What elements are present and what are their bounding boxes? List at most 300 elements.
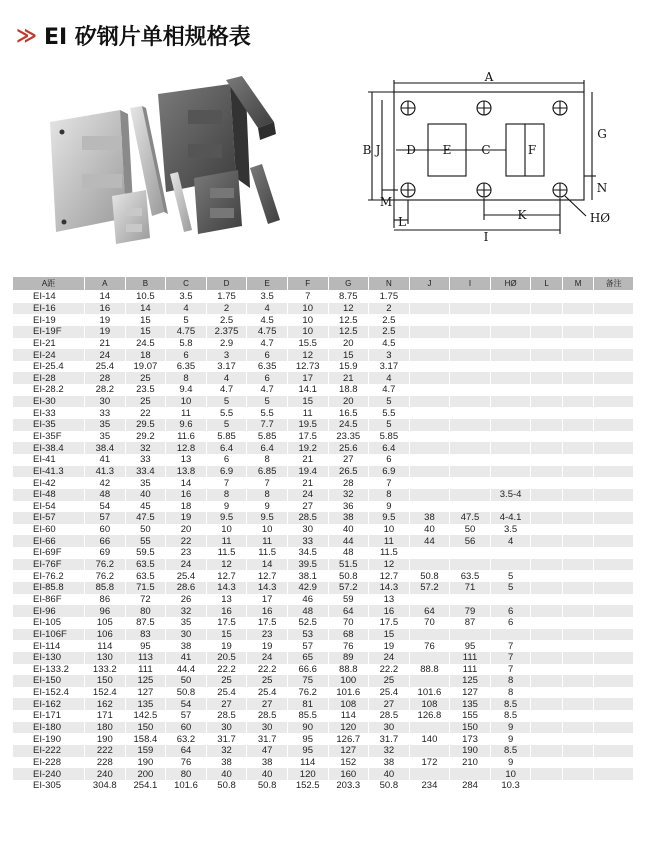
table-cell: 105 <box>85 617 126 629</box>
table-cell: 14 <box>247 559 288 571</box>
table-cell: 69 <box>85 547 126 559</box>
table-cell: 42 <box>85 477 126 489</box>
table-cell <box>594 594 634 606</box>
table-cell <box>562 361 593 373</box>
table-cell <box>562 547 593 559</box>
table-cell <box>562 733 593 745</box>
model-cell: EI-152.4 <box>13 687 85 699</box>
table-cell <box>594 780 634 792</box>
table-cell: 190 <box>85 733 126 745</box>
table-cell: 13.8 <box>166 466 207 478</box>
table-cell: 26 <box>166 594 207 606</box>
table-cell <box>562 291 593 303</box>
table-row <box>13 640 634 652</box>
table-cell: 52.5 <box>287 617 328 629</box>
table-cell: 24 <box>369 652 410 664</box>
table-cell: 59.5 <box>125 547 166 559</box>
table-cell: 5 <box>369 419 410 431</box>
table-cell: 32 <box>206 745 247 757</box>
table-cell: 19.5 <box>287 419 328 431</box>
table-cell: 28.5 <box>247 710 288 722</box>
label-A: A <box>484 70 494 84</box>
table-cell: 8 <box>490 675 531 687</box>
table-cell: 63.5 <box>125 570 166 582</box>
table-row <box>13 687 634 699</box>
table-cell <box>409 652 450 664</box>
table-cell: 50 <box>450 524 491 536</box>
table-cell: 22 <box>166 535 207 547</box>
table-cell: 21 <box>85 338 126 350</box>
table-cell: 150 <box>450 722 491 734</box>
table-cell: 64 <box>166 745 207 757</box>
table-cell <box>409 314 450 326</box>
table-cell: 20 <box>166 524 207 536</box>
table-cell: 95 <box>287 733 328 745</box>
table-row <box>13 291 634 303</box>
table-row <box>13 757 634 769</box>
table-cell: 6 <box>166 349 207 361</box>
table-cell: 12 <box>206 559 247 571</box>
table-cell: 15.9 <box>328 361 369 373</box>
table-cell: 17.5 <box>247 617 288 629</box>
table-cell: 38 <box>328 512 369 524</box>
table-cell: 12.7 <box>206 570 247 582</box>
table-cell: 38 <box>206 757 247 769</box>
table-cell <box>594 745 634 757</box>
model-cell: EI-133.2 <box>13 664 85 676</box>
table-cell <box>490 384 531 396</box>
table-cell: 26.5 <box>328 466 369 478</box>
table-cell: 4-4.1 <box>490 512 531 524</box>
table-cell: 14.1 <box>287 384 328 396</box>
model-cell: EI-28.2 <box>13 384 85 396</box>
spec-table <box>12 276 634 792</box>
label-E: E <box>442 143 452 157</box>
table-cell: 15 <box>125 326 166 338</box>
table-cell <box>490 501 531 513</box>
table-cell <box>531 419 562 431</box>
column-header: B <box>125 277 166 291</box>
table-cell <box>594 361 634 373</box>
table-cell: 108 <box>409 698 450 710</box>
model-cell: EI-19 <box>13 314 85 326</box>
table-cell <box>490 477 531 489</box>
table-cell: 9 <box>206 501 247 513</box>
table-cell: 8 <box>206 489 247 501</box>
table-cell: 40 <box>369 768 410 780</box>
table-cell <box>450 291 491 303</box>
table-cell <box>562 419 593 431</box>
table-row <box>13 314 634 326</box>
model-cell: EI-228 <box>13 757 85 769</box>
model-cell: EI-16 <box>13 303 85 315</box>
table-cell <box>594 524 634 536</box>
table-cell: 70 <box>409 617 450 629</box>
table-cell: 6 <box>247 349 288 361</box>
table-cell: 28.2 <box>85 384 126 396</box>
table-cell: 11 <box>287 407 328 419</box>
table-row <box>13 535 634 547</box>
table-cell: 83 <box>125 629 166 641</box>
table-cell <box>409 477 450 489</box>
table-cell: 3.5-4 <box>490 489 531 501</box>
table-cell: 32 <box>125 442 166 454</box>
table-cell: 10 <box>369 524 410 536</box>
table-cell <box>531 501 562 513</box>
table-cell <box>409 675 450 687</box>
table-cell: 20 <box>328 338 369 350</box>
table-cell: 25 <box>369 675 410 687</box>
table-cell: 50.8 <box>206 780 247 792</box>
table-cell <box>409 768 450 780</box>
table-header-row <box>13 277 634 291</box>
model-cell: EI-66 <box>13 535 85 547</box>
table-cell: 15 <box>369 629 410 641</box>
table-cell: 75 <box>287 675 328 687</box>
table-cell <box>450 396 491 408</box>
table-cell: 33 <box>125 454 166 466</box>
table-cell: 3.5 <box>247 291 288 303</box>
table-row <box>13 733 634 745</box>
table-cell: 87.5 <box>125 617 166 629</box>
table-cell: 48 <box>287 605 328 617</box>
label-C: C <box>481 143 491 157</box>
table-cell <box>450 489 491 501</box>
table-cell: 8.75 <box>328 291 369 303</box>
table-cell <box>562 757 593 769</box>
table-cell: 25.4 <box>369 687 410 699</box>
table-cell: 19 <box>166 512 207 524</box>
table-cell: 32 <box>369 745 410 757</box>
table-cell: 57.2 <box>409 582 450 594</box>
table-cell <box>531 640 562 652</box>
table-cell <box>562 407 593 419</box>
table-cell: 171 <box>85 710 126 722</box>
table-cell: 25.6 <box>328 442 369 454</box>
table-cell <box>594 349 634 361</box>
table-cell: 38.4 <box>85 442 126 454</box>
table-cell: 38 <box>247 757 288 769</box>
column-header: L <box>531 277 562 291</box>
table-cell: 10 <box>166 396 207 408</box>
table-cell: 23 <box>166 547 207 559</box>
table-cell: 5 <box>247 396 288 408</box>
table-cell <box>531 594 562 606</box>
table-cell <box>409 419 450 431</box>
model-cell: EI-240 <box>13 768 85 780</box>
table-cell <box>531 291 562 303</box>
table-cell <box>594 338 634 350</box>
table-cell <box>594 605 634 617</box>
table-cell <box>531 512 562 524</box>
table-cell: 4.7 <box>247 338 288 350</box>
table-cell: 44.4 <box>166 664 207 676</box>
table-cell: 8 <box>247 454 288 466</box>
table-cell: 54 <box>85 501 126 513</box>
model-cell: EI-14 <box>13 291 85 303</box>
table-cell <box>531 675 562 687</box>
table-cell: 6.35 <box>166 361 207 373</box>
table-cell: 80 <box>125 605 166 617</box>
table-cell: 6 <box>369 454 410 466</box>
table-cell: 12.5 <box>328 314 369 326</box>
model-cell: EI-38.4 <box>13 442 85 454</box>
table-cell: 30 <box>166 629 207 641</box>
table-row <box>13 326 634 338</box>
table-cell <box>409 629 450 641</box>
table-cell: 17.5 <box>206 617 247 629</box>
table-cell: 13 <box>166 454 207 466</box>
label-L: L <box>398 215 406 229</box>
table-cell: 29.5 <box>125 419 166 431</box>
table-cell <box>409 559 450 571</box>
table-cell <box>409 442 450 454</box>
table-cell: 25 <box>206 675 247 687</box>
table-cell <box>490 372 531 384</box>
table-row <box>13 605 634 617</box>
table-cell: 12.7 <box>247 570 288 582</box>
table-cell: 96 <box>85 605 126 617</box>
table-cell: 10 <box>206 524 247 536</box>
table-cell <box>594 372 634 384</box>
table-cell: 2.5 <box>369 326 410 338</box>
table-cell: 5.85 <box>247 431 288 443</box>
table-cell: 6.35 <box>247 361 288 373</box>
table-cell <box>594 535 634 547</box>
table-cell <box>409 407 450 419</box>
table-cell: 28.6 <box>166 582 207 594</box>
table-cell: 57 <box>166 710 207 722</box>
table-cell: 16 <box>166 489 207 501</box>
table-cell <box>450 349 491 361</box>
table-cell: 28.5 <box>369 710 410 722</box>
table-cell: 3 <box>206 349 247 361</box>
table-cell: 76.2 <box>287 687 328 699</box>
table-cell <box>562 594 593 606</box>
table-cell: 60 <box>166 722 207 734</box>
table-cell: 10.5 <box>125 291 166 303</box>
table-row <box>13 698 634 710</box>
model-cell: EI-25.4 <box>13 361 85 373</box>
table-row <box>13 303 634 315</box>
table-cell: 31.7 <box>206 733 247 745</box>
table-cell: 80 <box>166 768 207 780</box>
table-cell: 126.7 <box>328 733 369 745</box>
table-cell: 33 <box>85 407 126 419</box>
table-cell: 25.4 <box>166 570 207 582</box>
table-cell <box>531 582 562 594</box>
table-cell: 2.5 <box>206 314 247 326</box>
table-cell: 76.2 <box>85 570 126 582</box>
table-cell: 89 <box>328 652 369 664</box>
table-cell: 133.2 <box>85 664 126 676</box>
table-cell: 135 <box>125 698 166 710</box>
table-cell: 50.8 <box>328 570 369 582</box>
table-cell: 14 <box>125 303 166 315</box>
model-cell: EI-30 <box>13 396 85 408</box>
table-cell <box>450 442 491 454</box>
table-cell: 125 <box>450 675 491 687</box>
table-row <box>13 675 634 687</box>
column-header: C <box>166 277 207 291</box>
table-cell <box>531 629 562 641</box>
model-cell: EI-48 <box>13 489 85 501</box>
table-cell <box>531 757 562 769</box>
table-cell: 35 <box>85 431 126 443</box>
model-cell: EI-180 <box>13 722 85 734</box>
table-cell: 70 <box>328 617 369 629</box>
table-cell: 5.5 <box>206 407 247 419</box>
table-row <box>13 372 634 384</box>
table-cell <box>594 419 634 431</box>
table-cell: 7 <box>490 664 531 676</box>
table-cell: 5.5 <box>369 407 410 419</box>
table-cell: 15 <box>206 629 247 641</box>
table-cell: 130 <box>85 652 126 664</box>
model-cell: EI-76F <box>13 559 85 571</box>
table-cell: 4.5 <box>247 314 288 326</box>
table-cell: 21 <box>287 454 328 466</box>
table-cell: 15 <box>287 396 328 408</box>
table-cell <box>594 454 634 466</box>
table-cell: 162 <box>85 698 126 710</box>
table-cell: 22.2 <box>369 664 410 676</box>
table-cell <box>531 431 562 443</box>
table-cell: 15 <box>125 314 166 326</box>
table-cell <box>531 314 562 326</box>
table-cell <box>450 594 491 606</box>
table-cell: 6 <box>206 454 247 466</box>
table-cell <box>531 780 562 792</box>
table-cell: 21 <box>287 477 328 489</box>
table-row <box>13 477 634 489</box>
model-cell: EI-60 <box>13 524 85 536</box>
table-cell: 6.85 <box>247 466 288 478</box>
table-cell <box>594 733 634 745</box>
table-cell: 50.8 <box>166 687 207 699</box>
table-cell: 114 <box>328 710 369 722</box>
table-cell: 30 <box>247 722 288 734</box>
table-cell: 22.2 <box>206 664 247 676</box>
table-cell: 127 <box>450 687 491 699</box>
table-row <box>13 442 634 454</box>
table-cell <box>531 733 562 745</box>
table-cell: 12 <box>328 303 369 315</box>
table-cell: 11 <box>369 535 410 547</box>
model-cell: EI-162 <box>13 698 85 710</box>
table-cell: 5 <box>490 582 531 594</box>
table-cell: 10 <box>287 326 328 338</box>
table-cell: 4.7 <box>369 384 410 396</box>
table-cell: 63.2 <box>166 733 207 745</box>
table-cell: 64 <box>328 605 369 617</box>
table-cell <box>490 326 531 338</box>
table-cell: 113 <box>125 652 166 664</box>
table-cell: 7 <box>490 652 531 664</box>
table-cell: 228 <box>85 757 126 769</box>
table-cell: 19.2 <box>287 442 328 454</box>
model-cell: EI-76.2 <box>13 570 85 582</box>
model-cell: EI-33 <box>13 407 85 419</box>
table-cell: 19 <box>247 640 288 652</box>
table-cell: 33 <box>287 535 328 547</box>
table-cell: 40 <box>247 768 288 780</box>
table-cell: 1.75 <box>369 291 410 303</box>
table-cell: 8 <box>247 489 288 501</box>
table-cell: 23 <box>247 629 288 641</box>
table-cell <box>490 396 531 408</box>
model-cell: EI-19F <box>13 326 85 338</box>
model-cell: EI-114 <box>13 640 85 652</box>
table-cell: 90 <box>287 722 328 734</box>
table-cell: 6.4 <box>369 442 410 454</box>
table-cell: 11 <box>247 535 288 547</box>
table-cell: 24 <box>166 559 207 571</box>
table-cell: 20.5 <box>206 652 247 664</box>
table-cell: 100 <box>328 675 369 687</box>
table-cell: 2 <box>206 303 247 315</box>
column-header: A <box>85 277 126 291</box>
label-K: K <box>517 208 527 222</box>
table-cell: 9 <box>369 501 410 513</box>
table-cell: 9.6 <box>166 419 207 431</box>
table-cell: 19 <box>85 326 126 338</box>
table-cell: 5 <box>206 419 247 431</box>
table-cell <box>562 629 593 641</box>
table-cell: 71 <box>450 582 491 594</box>
table-cell: 95 <box>450 640 491 652</box>
table-cell: 6 <box>490 605 531 617</box>
table-cell <box>531 384 562 396</box>
table-cell: 85.8 <box>85 582 126 594</box>
table-row <box>13 361 634 373</box>
table-cell <box>594 547 634 559</box>
table-cell: 4 <box>206 372 247 384</box>
table-cell: 9 <box>490 733 531 745</box>
table-cell: 11 <box>206 535 247 547</box>
table-cell <box>409 384 450 396</box>
table-cell <box>490 419 531 431</box>
table-cell <box>531 535 562 547</box>
table-cell <box>450 547 491 559</box>
table-cell: 18 <box>166 501 207 513</box>
table-cell: 111 <box>450 664 491 676</box>
table-cell: 24 <box>287 489 328 501</box>
table-cell <box>409 454 450 466</box>
table-cell: 24 <box>85 349 126 361</box>
table-cell <box>409 466 450 478</box>
table-cell: 86 <box>85 594 126 606</box>
table-cell <box>594 675 634 687</box>
table-cell <box>531 303 562 315</box>
table-cell: 17 <box>287 372 328 384</box>
table-cell <box>409 338 450 350</box>
model-cell: EI-190 <box>13 733 85 745</box>
table-cell: 140 <box>409 733 450 745</box>
table-cell: 56 <box>450 535 491 547</box>
table-cell: 34.5 <box>287 547 328 559</box>
table-cell: 47.5 <box>125 512 166 524</box>
table-cell: 150 <box>125 722 166 734</box>
table-cell: 51.5 <box>328 559 369 571</box>
table-cell: 40 <box>206 768 247 780</box>
model-cell: EI-54 <box>13 501 85 513</box>
table-cell: 10 <box>247 524 288 536</box>
table-cell: 9.4 <box>166 384 207 396</box>
table-cell: 180 <box>85 722 126 734</box>
table-cell <box>562 617 593 629</box>
table-cell: 12.73 <box>287 361 328 373</box>
